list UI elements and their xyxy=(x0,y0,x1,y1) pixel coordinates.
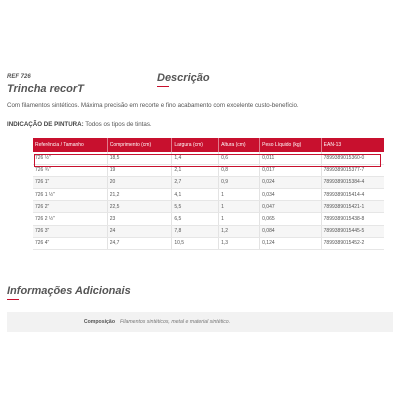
cell-width: 1,4 xyxy=(172,152,219,164)
cell-reference: 726 2 ½" xyxy=(33,213,107,225)
composition-value: Filamentos sintéticos, metal e material sintético. xyxy=(120,319,231,325)
cell-weight: 0,024 xyxy=(260,176,322,188)
description-heading: Descrição xyxy=(157,72,210,84)
table-row[interactable] xyxy=(33,213,384,225)
table-row[interactable] xyxy=(33,164,384,176)
cell-reference: 726 ½" xyxy=(33,152,107,164)
paint-indication-value: Todos os tipos de tintas. xyxy=(85,121,152,128)
header-ean: EAN-13 xyxy=(323,142,342,148)
cell-height: 1 xyxy=(219,201,260,213)
cell-reference: 726 1 ½" xyxy=(33,189,107,201)
cell-weight: 0,011 xyxy=(260,152,322,164)
cell-length: 20 xyxy=(107,176,172,188)
cell-ean: 7899389015421-1 xyxy=(321,201,384,213)
cell-height: 0,9 xyxy=(219,176,260,188)
cell-length: 21,2 xyxy=(107,189,172,201)
cell-length: 22,5 xyxy=(107,201,172,213)
cell-ean: 7899389015445-5 xyxy=(321,225,384,237)
cell-width: 7,8 xyxy=(172,225,219,237)
table-row[interactable] xyxy=(33,152,384,164)
cell-reference: 726 4" xyxy=(33,237,107,249)
cell-reference: 726 1" xyxy=(33,176,107,188)
header-reference: Referência / Tamanho xyxy=(33,138,107,152)
additional-info-heading: Informações Adicionais xyxy=(7,285,131,297)
cell-ean: 7899389015377-7 xyxy=(321,164,384,176)
header-width: Largura (cm) xyxy=(172,138,219,152)
table-row[interactable] xyxy=(33,176,384,188)
cell-length: 24 xyxy=(107,225,172,237)
cell-length: 18,5 xyxy=(107,152,172,164)
cell-ean: 7899389015452-2 xyxy=(321,237,384,249)
cell-length: 23 xyxy=(107,213,172,225)
description-text: Com filamentos sintéticos. Máxima precisão em recorte e fino acabamento com excelente custo-benefício. xyxy=(7,102,299,109)
cell-width: 2,7 xyxy=(172,176,219,188)
cell-length: 19 xyxy=(107,164,172,176)
cell-width: 4,1 xyxy=(172,189,219,201)
table-header-row xyxy=(33,138,384,152)
cell-width: 2,1 xyxy=(172,164,219,176)
cell-ean: 7899389015438-8 xyxy=(321,213,384,225)
cell-height: 0,8 xyxy=(219,164,260,176)
paint-indication-label: INDICAÇÃO DE PINTURA: xyxy=(7,121,84,128)
cell-reference: 726 ¾" xyxy=(33,164,107,176)
cell-width: 5,5 xyxy=(172,201,219,213)
header-height: Altura (cm) xyxy=(219,138,260,152)
table-row[interactable] xyxy=(33,237,384,249)
header-weight: Peso Líquido (kg) xyxy=(260,138,322,152)
cell-width: 10,5 xyxy=(172,237,219,249)
cell-height: 0,6 xyxy=(219,152,260,164)
cell-height: 1 xyxy=(219,213,260,225)
cell-weight: 0,034 xyxy=(260,189,322,201)
table-row[interactable] xyxy=(33,201,384,213)
additional-info-panel xyxy=(7,312,393,332)
cell-height: 1,2 xyxy=(219,225,260,237)
cell-length: 24,7 xyxy=(107,237,172,249)
product-ref: REF 726 xyxy=(7,74,31,80)
table-row[interactable] xyxy=(33,189,384,201)
cell-ean: 7899389015384-4 xyxy=(321,176,384,188)
product-title: Trincha recorT xyxy=(7,83,84,95)
cell-weight: 0,124 xyxy=(260,237,322,249)
table-row[interactable] xyxy=(33,225,384,237)
cell-ean: 7899389015414-4 xyxy=(321,189,384,201)
cell-width: 6,5 xyxy=(172,213,219,225)
cell-weight: 0,017 xyxy=(260,164,322,176)
cell-height: 1 xyxy=(219,189,260,201)
cell-weight: 0,084 xyxy=(260,225,322,237)
cell-ean: 7899389015360-0 xyxy=(321,152,384,164)
specs-table-container xyxy=(33,138,384,250)
cell-reference: 726 2" xyxy=(33,201,107,213)
header-length: Comprimento (cm) xyxy=(107,138,172,152)
cell-reference: 726 3" xyxy=(33,225,107,237)
cell-weight: 0,065 xyxy=(260,213,322,225)
cell-height: 1,3 xyxy=(219,237,260,249)
paint-indication xyxy=(7,121,152,128)
cell-weight: 0,047 xyxy=(260,201,322,213)
composition-label: Composição xyxy=(83,319,115,325)
specs-table xyxy=(33,138,384,250)
